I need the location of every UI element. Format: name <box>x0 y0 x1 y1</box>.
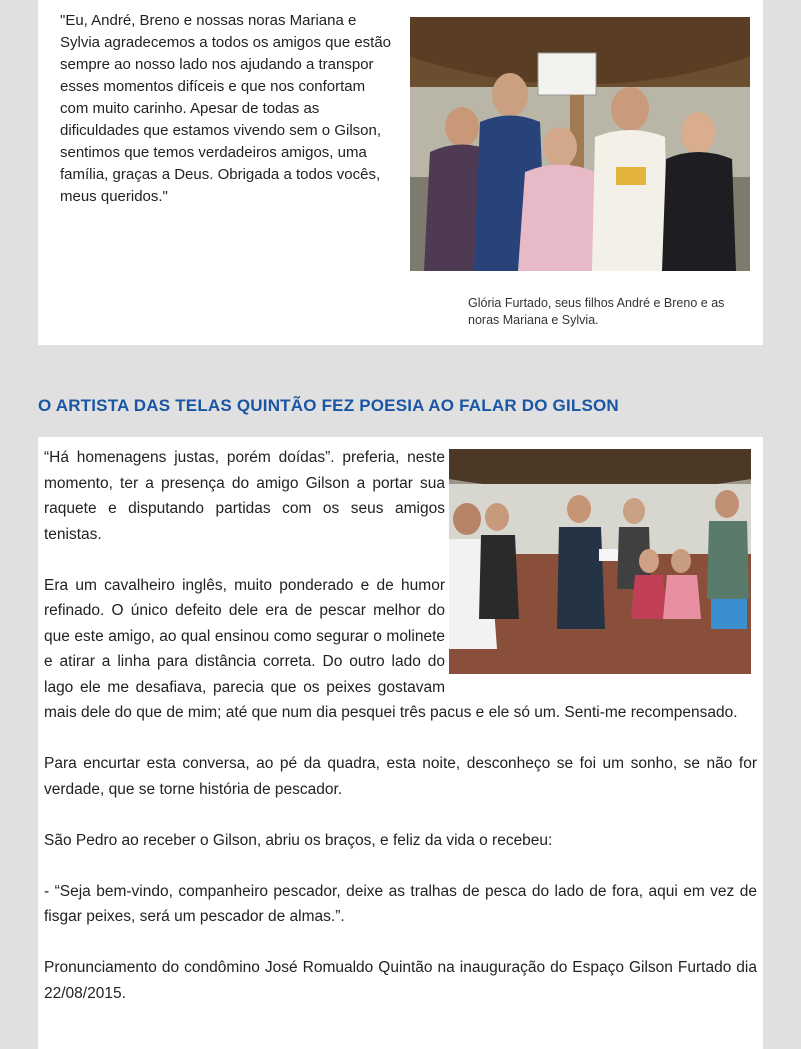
tribute-section-card <box>38 437 763 1049</box>
photo-caption: Glória Furtado, seus filhos André e Breno e as noras Mariana e Sylvia. <box>468 296 725 327</box>
family-section-card <box>38 0 763 345</box>
family-thanks-quote: "Eu, André, Breno e nossas noras Mariana e Sylvia agradecemos a todos os amigos que estão sempre ao nosso lado nos ajudando a transpor esses momentos difíceis e que nos confortam com muito carinho. Apesar de todas as dificuldades que estamos vivendo sem o Gilson, sentimos que temos verdadeiros amigos, uma família, graças a Deus. Obrigada a todos vocês, meus queridos." <box>60 12 392 205</box>
family-group-photo <box>410 17 750 271</box>
section-headline: O ARTISTA DAS TELAS QUINTÃO FEZ POESIA AO FALAR DO GILSON <box>38 396 619 415</box>
article-paragraph: Era um cavalheiro inglês, muito ponderado e de humor refinado. O único defeito dele era de pescar melhor do que este amigo, ao qual ensinou como segurar o molinete e atirar a linha para distância correta. Do outro lado do lago ele me desafiava, parecia que os peixes gostavam mais dele do que de mim; até que num dia pesquei três pacus e ele só um. Senti-me recompensado. <box>44 576 738 721</box>
article-paragraph: Pronunciamento do condômino José Romualdo Quintão na inauguração do Espaço Gilson Furtado dia 22/08/2015. <box>44 959 757 1002</box>
family-photo-image <box>410 17 750 271</box>
inauguration-photo <box>449 449 751 674</box>
article-paragraph: “Há homenagens justas, porém doídas”. preferia, neste momento, ter a presença do amigo Gilson a portar sua raquete e disputando partidas com os seus amigos tenistas. <box>44 449 445 543</box>
article-paragraph: Para encurtar esta conversa, ao pé da quadra, esta noite, desconheço se foi um sonho, se não for verdade, que se torne história de pescador. <box>44 755 757 798</box>
article-paragraph: São Pedro ao receber o Gilson, abriu os braços, e feliz da vida o recebeu: <box>44 831 553 849</box>
inauguration-photo-image <box>449 449 751 674</box>
article-paragraph: - “Seja bem-vindo, companheiro pescador, deixe as tralhas de pesca do lado de fora, aqui em vez de fisgar peixes, será um pescador de almas.”. <box>44 882 757 925</box>
